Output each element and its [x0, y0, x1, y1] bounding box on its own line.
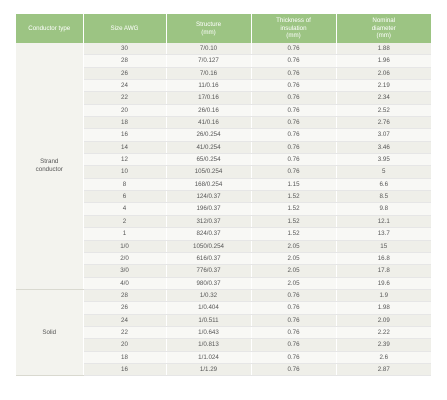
- size-awg-cell: 12: [83, 154, 166, 166]
- insulation-thickness-cell: 2.05: [251, 265, 336, 277]
- insulation-thickness-cell: 0.76: [251, 117, 336, 129]
- structure-cell: 41/0.254: [166, 141, 251, 153]
- size-awg-cell: 3/0: [83, 265, 166, 277]
- structure-cell: 11/0.16: [166, 80, 251, 92]
- size-awg-cell: 30: [83, 43, 166, 55]
- nominal-diameter-cell: 12.1: [336, 215, 431, 227]
- nominal-diameter-cell: 1.9: [336, 289, 431, 301]
- size-awg-cell: 10: [83, 166, 166, 178]
- structure-cell: 1/0.643: [166, 326, 251, 338]
- nominal-diameter-cell: 5: [336, 166, 431, 178]
- nominal-diameter-cell: 17.8: [336, 265, 431, 277]
- conductor-spec-table: [16, 14, 431, 376]
- insulation-thickness-cell: 1.52: [251, 228, 336, 240]
- spec-table-container: [16, 14, 431, 376]
- insulation-thickness-cell: 0.76: [251, 55, 336, 67]
- nominal-diameter-cell: 1.98: [336, 302, 431, 314]
- header-size-awg: Size AWG: [83, 14, 166, 43]
- nominal-diameter-cell: 3.95: [336, 154, 431, 166]
- structure-cell: 776/0.37: [166, 265, 251, 277]
- size-awg-cell: 18: [83, 351, 166, 363]
- nominal-diameter-cell: 2.06: [336, 67, 431, 79]
- size-awg-cell: 20: [83, 104, 166, 116]
- nominal-diameter-cell: 13.7: [336, 228, 431, 240]
- structure-cell: 124/0.37: [166, 191, 251, 203]
- insulation-thickness-cell: 0.76: [251, 80, 336, 92]
- size-awg-cell: 2: [83, 215, 166, 227]
- size-awg-cell: 26: [83, 302, 166, 314]
- nominal-diameter-cell: 2.19: [336, 80, 431, 92]
- structure-cell: 824/0.37: [166, 228, 251, 240]
- insulation-thickness-cell: 0.76: [251, 302, 336, 314]
- structure-cell: 41/0.16: [166, 117, 251, 129]
- structure-cell: 1/0.404: [166, 302, 251, 314]
- nominal-diameter-cell: 3.46: [336, 141, 431, 153]
- insulation-thickness-cell: 0.76: [251, 67, 336, 79]
- structure-cell: 616/0.37: [166, 252, 251, 264]
- structure-cell: 65/0.254: [166, 154, 251, 166]
- size-awg-cell: 4/0: [83, 277, 166, 289]
- nominal-diameter-cell: 15: [336, 240, 431, 252]
- nominal-diameter-cell: 2.52: [336, 104, 431, 116]
- size-awg-cell: 1: [83, 228, 166, 240]
- insulation-thickness-cell: 0.76: [251, 43, 336, 55]
- table-row: [16, 43, 431, 55]
- table-header: [16, 14, 431, 43]
- size-awg-cell: 16: [83, 363, 166, 375]
- nominal-diameter-cell: 2.34: [336, 92, 431, 104]
- size-awg-cell: 28: [83, 289, 166, 301]
- nominal-diameter-cell: 9.8: [336, 203, 431, 215]
- nominal-diameter-cell: 6.6: [336, 178, 431, 190]
- size-awg-cell: 14: [83, 141, 166, 153]
- insulation-thickness-cell: 0.76: [251, 351, 336, 363]
- nominal-diameter-cell: 1.88: [336, 43, 431, 55]
- structure-cell: 7/0.16: [166, 67, 251, 79]
- size-awg-cell: 18: [83, 117, 166, 129]
- insulation-thickness-cell: 0.76: [251, 92, 336, 104]
- insulation-thickness-cell: 0.76: [251, 363, 336, 375]
- size-awg-cell: 22: [83, 326, 166, 338]
- insulation-thickness-cell: 2.05: [251, 240, 336, 252]
- structure-cell: 7/0.127: [166, 55, 251, 67]
- table-body: [16, 43, 431, 376]
- size-awg-cell: 24: [83, 80, 166, 92]
- nominal-diameter-cell: 2.09: [336, 314, 431, 326]
- size-awg-cell: 6: [83, 191, 166, 203]
- header-nominal-diameter: Nominal diameter (mm): [336, 14, 431, 43]
- structure-cell: 1050/0.254: [166, 240, 251, 252]
- insulation-thickness-cell: 0.76: [251, 339, 336, 351]
- size-awg-cell: 4: [83, 203, 166, 215]
- size-awg-cell: 20: [83, 339, 166, 351]
- structure-cell: 1/1.024: [166, 351, 251, 363]
- insulation-thickness-cell: 0.76: [251, 326, 336, 338]
- header-structure: Structure (mm): [166, 14, 251, 43]
- structure-cell: 7/0.10: [166, 43, 251, 55]
- structure-cell: 17/0.16: [166, 92, 251, 104]
- structure-cell: 196/0.37: [166, 203, 251, 215]
- conductor-type-cell: Strand conductor: [16, 43, 83, 289]
- structure-cell: 26/0.254: [166, 129, 251, 141]
- insulation-thickness-cell: 0.76: [251, 289, 336, 301]
- table-row: [16, 289, 431, 301]
- nominal-diameter-cell: 2.76: [336, 117, 431, 129]
- size-awg-cell: 16: [83, 129, 166, 141]
- insulation-thickness-cell: 1.52: [251, 191, 336, 203]
- nominal-diameter-cell: 2.6: [336, 351, 431, 363]
- size-awg-cell: 26: [83, 67, 166, 79]
- nominal-diameter-cell: 2.87: [336, 363, 431, 375]
- insulation-thickness-cell: 0.76: [251, 129, 336, 141]
- structure-cell: 312/0.37: [166, 215, 251, 227]
- insulation-thickness-cell: 0.76: [251, 154, 336, 166]
- nominal-diameter-cell: 3.07: [336, 129, 431, 141]
- header-conductor-type: Conductor type: [16, 14, 83, 43]
- insulation-thickness-cell: 0.76: [251, 314, 336, 326]
- structure-cell: 1/0.511: [166, 314, 251, 326]
- structure-cell: 1/1.29: [166, 363, 251, 375]
- insulation-thickness-cell: 1.52: [251, 215, 336, 227]
- size-awg-cell: 8: [83, 178, 166, 190]
- nominal-diameter-cell: 19.6: [336, 277, 431, 289]
- insulation-thickness-cell: 2.05: [251, 252, 336, 264]
- size-awg-cell: 22: [83, 92, 166, 104]
- header-row: [16, 14, 431, 43]
- nominal-diameter-cell: 2.22: [336, 326, 431, 338]
- insulation-thickness-cell: 1.52: [251, 203, 336, 215]
- conductor-type-cell: Solid: [16, 289, 83, 375]
- structure-cell: 980/0.37: [166, 277, 251, 289]
- nominal-diameter-cell: 8.5: [336, 191, 431, 203]
- nominal-diameter-cell: 1.96: [336, 55, 431, 67]
- structure-cell: 1/0.32: [166, 289, 251, 301]
- size-awg-cell: 28: [83, 55, 166, 67]
- insulation-thickness-cell: 1.15: [251, 178, 336, 190]
- header-insulation-thickness: Thickness of insulation (mm): [251, 14, 336, 43]
- nominal-diameter-cell: 16.8: [336, 252, 431, 264]
- structure-cell: 26/0.16: [166, 104, 251, 116]
- insulation-thickness-cell: 0.76: [251, 141, 336, 153]
- size-awg-cell: 2/0: [83, 252, 166, 264]
- structure-cell: 105/0.254: [166, 166, 251, 178]
- size-awg-cell: 1/0: [83, 240, 166, 252]
- structure-cell: 168/0.254: [166, 178, 251, 190]
- insulation-thickness-cell: 0.76: [251, 166, 336, 178]
- size-awg-cell: 24: [83, 314, 166, 326]
- nominal-diameter-cell: 2.39: [336, 339, 431, 351]
- structure-cell: 1/0.813: [166, 339, 251, 351]
- insulation-thickness-cell: 2.05: [251, 277, 336, 289]
- insulation-thickness-cell: 0.76: [251, 104, 336, 116]
